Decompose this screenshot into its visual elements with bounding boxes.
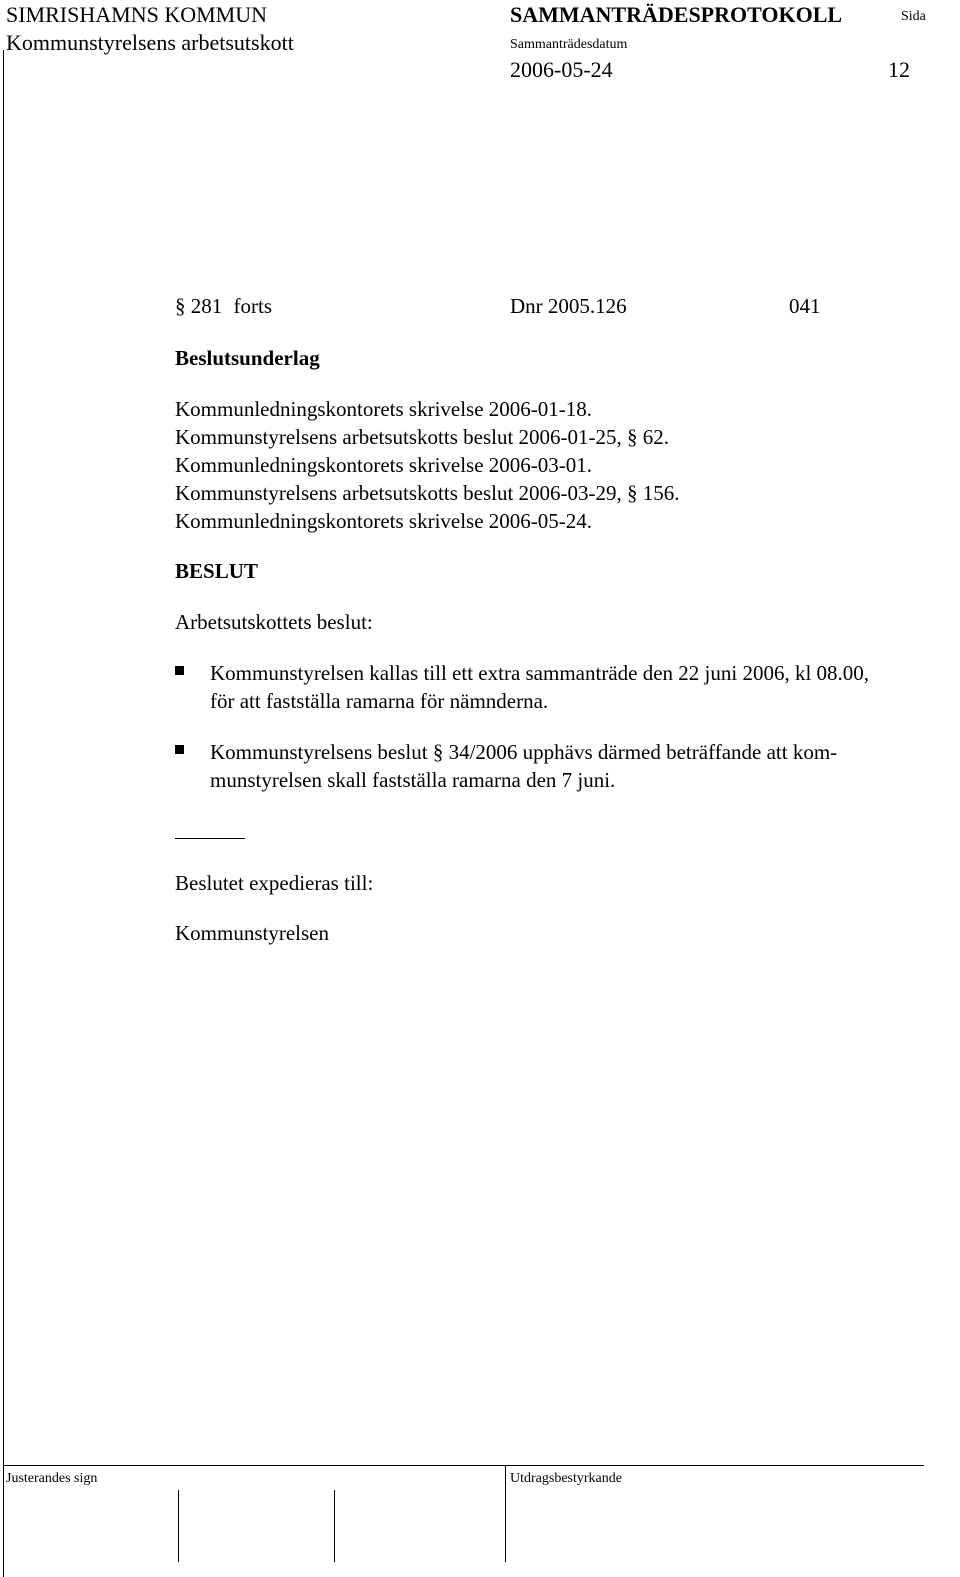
beslut-heading: BESLUT [175,559,258,583]
bullet-text: för att fastställa ramarna för nämnderna. [210,689,549,713]
bullet-text: munstyrelsen skall fastställa ramarna den 7 juni. [210,768,616,792]
case-forts: forts [233,294,272,318]
date-label: Sammanträdesdatum [510,37,628,52]
case-number: 281 [190,294,223,318]
underlag-heading: Beslutsunderlag [175,346,320,370]
case-dnr: Dnr 2005.126 [510,294,627,318]
underlag-line: Kommunstyrelsens arbetsutskotts beslut 2006-03-29, § 156. [175,481,680,505]
signature-box-divider [505,1465,506,1562]
underlag-line: Kommunledningskontorets skrivelse 2006-01-18. [175,397,593,421]
section-symbol: § [175,294,186,318]
municipality-name: SIMRISHAMNS KOMMUN [6,2,267,27]
underlag-line: Kommunledningskontorets skrivelse 2006-05-24. [175,509,593,533]
bullet-text: Kommunstyrelsens beslut § 34/2006 upphävs därmed beträffande att kom- [210,740,838,764]
underlag-line: Kommunledningskontorets skrivelse 2006-03-01. [175,453,593,477]
expediering-recipient: Kommunstyrelsen [175,921,329,945]
expediering-label: Beslutet expedieras till: [175,871,374,895]
signature-box-divider [178,1490,179,1562]
committee-name: Kommunstyrelsens arbetsutskott [6,30,294,55]
underlag-line: Kommunstyrelsens arbetsutskotts beslut 2006-01-25, § 62. [175,425,670,449]
separator-rule [175,838,245,839]
signature-box-divider [334,1490,335,1562]
protocol-title: SAMMANTRÄDESPROTOKOLL [510,2,843,27]
certify-label: Utdragsbestyrkande [510,1471,622,1486]
meeting-date: 2006-05-24 [510,57,613,82]
bullet-square-icon [175,745,184,754]
page-label: Sida [901,9,926,24]
sign-label: Justerandes sign [6,1471,98,1486]
case-code: 041 [789,294,821,318]
page-number: 12 [888,57,910,82]
beslut-intro: Arbetsutskottets beslut: [175,610,373,634]
page-left-border [3,50,4,1577]
footer-rule [3,1465,924,1466]
bullet-text: Kommunstyrelsen kallas till ett extra sammanträde den 22 juni 2006, kl 08.00, [210,661,870,685]
bullet-square-icon [175,666,184,675]
case-line [175,292,272,320]
